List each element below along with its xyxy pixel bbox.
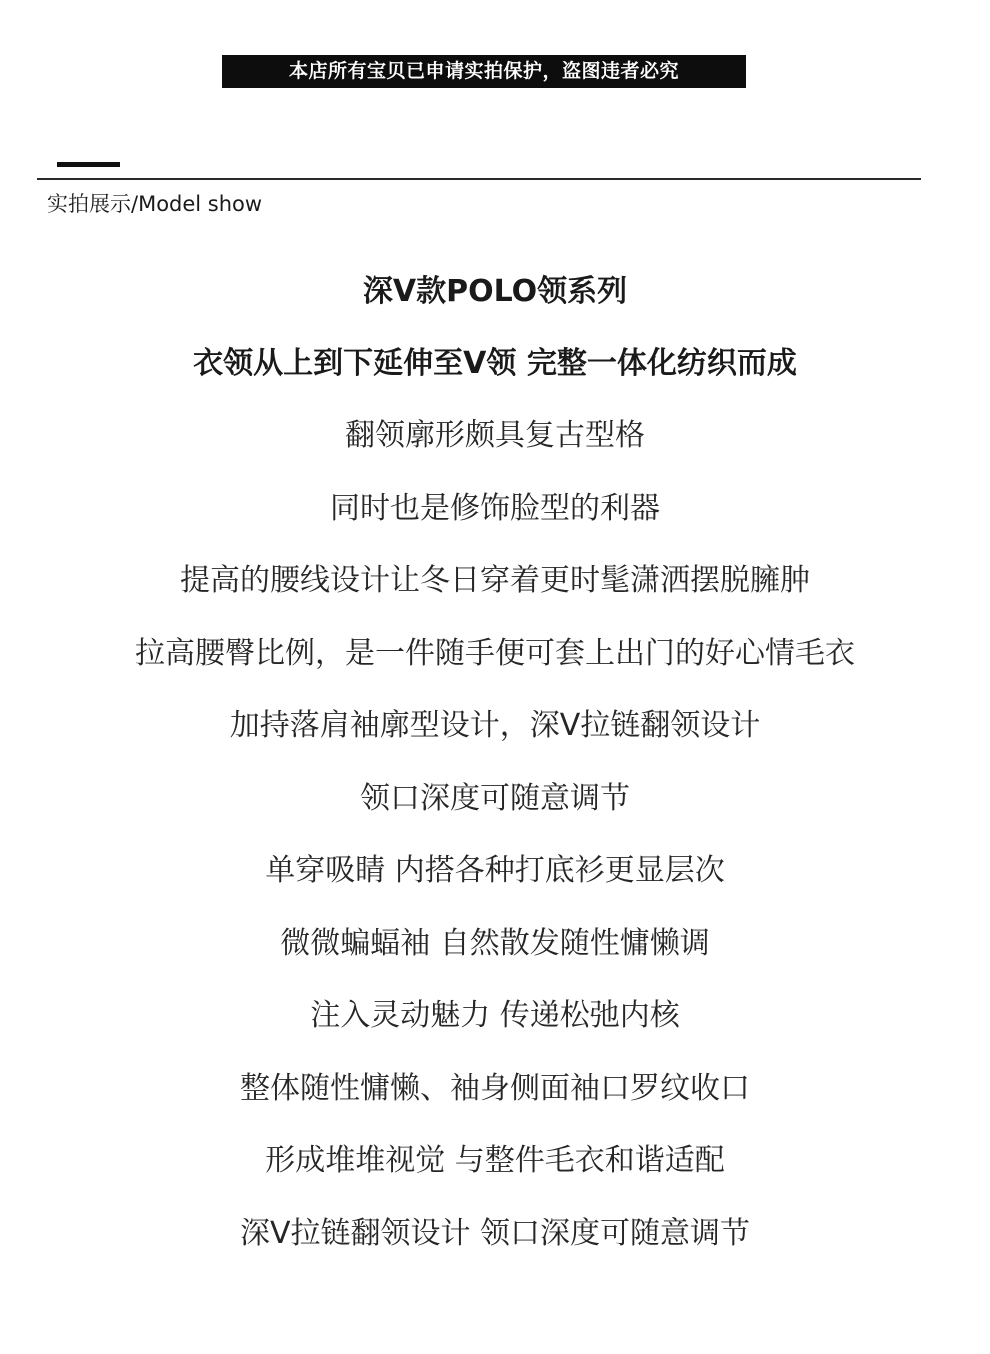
description-line: 形成堆堆视觉 与整件毛衣和谐适配 — [265, 1143, 725, 1178]
description-list — [0, 416, 990, 1286]
collar-headline: 衣领从上到下延伸至V领 完整一体化纺织而成 — [193, 346, 797, 381]
description-line: 拉高腰臀比例，是一件随手便可套上出门的好心情毛衣 — [135, 635, 855, 671]
description-line: 整体随性慵懒、袖身侧面袖口罗纹收口 — [240, 1070, 750, 1106]
description-line: 同时也是修饰脸型的利器 — [330, 490, 660, 526]
description-line: 注入灵动魅力 传递松弛内核 — [310, 998, 680, 1033]
description-line: 加持落肩袖廓型设计，深V拉链翻领设计 — [229, 708, 761, 743]
section-divider — [37, 178, 921, 180]
series-title: 深V款POLO领系列 — [362, 274, 628, 309]
description-line: 单穿吸睛 内搭各种打底衫更显层次 — [265, 853, 725, 888]
description-line: 领口深度可随意调节 — [360, 780, 630, 816]
description-line: 提高的腰线设计让冬日穿着更时髦潇洒摆脱臃肿 — [180, 563, 810, 598]
description-line: 深V拉链翻领设计 领口深度可随意调节 — [239, 1215, 751, 1251]
section-label: 实拍展示/Model show — [47, 192, 263, 216]
description-line: 微微蝙蝠袖 自然散发随性慵懒调 — [280, 925, 710, 961]
section-accent-bar — [57, 162, 120, 167]
description-line: 翻领廓形颇具复古型格 — [345, 418, 645, 453]
copyright-notice-banner: 本店所有宝贝已申请实拍保护，盗图违者必究 — [222, 55, 746, 88]
